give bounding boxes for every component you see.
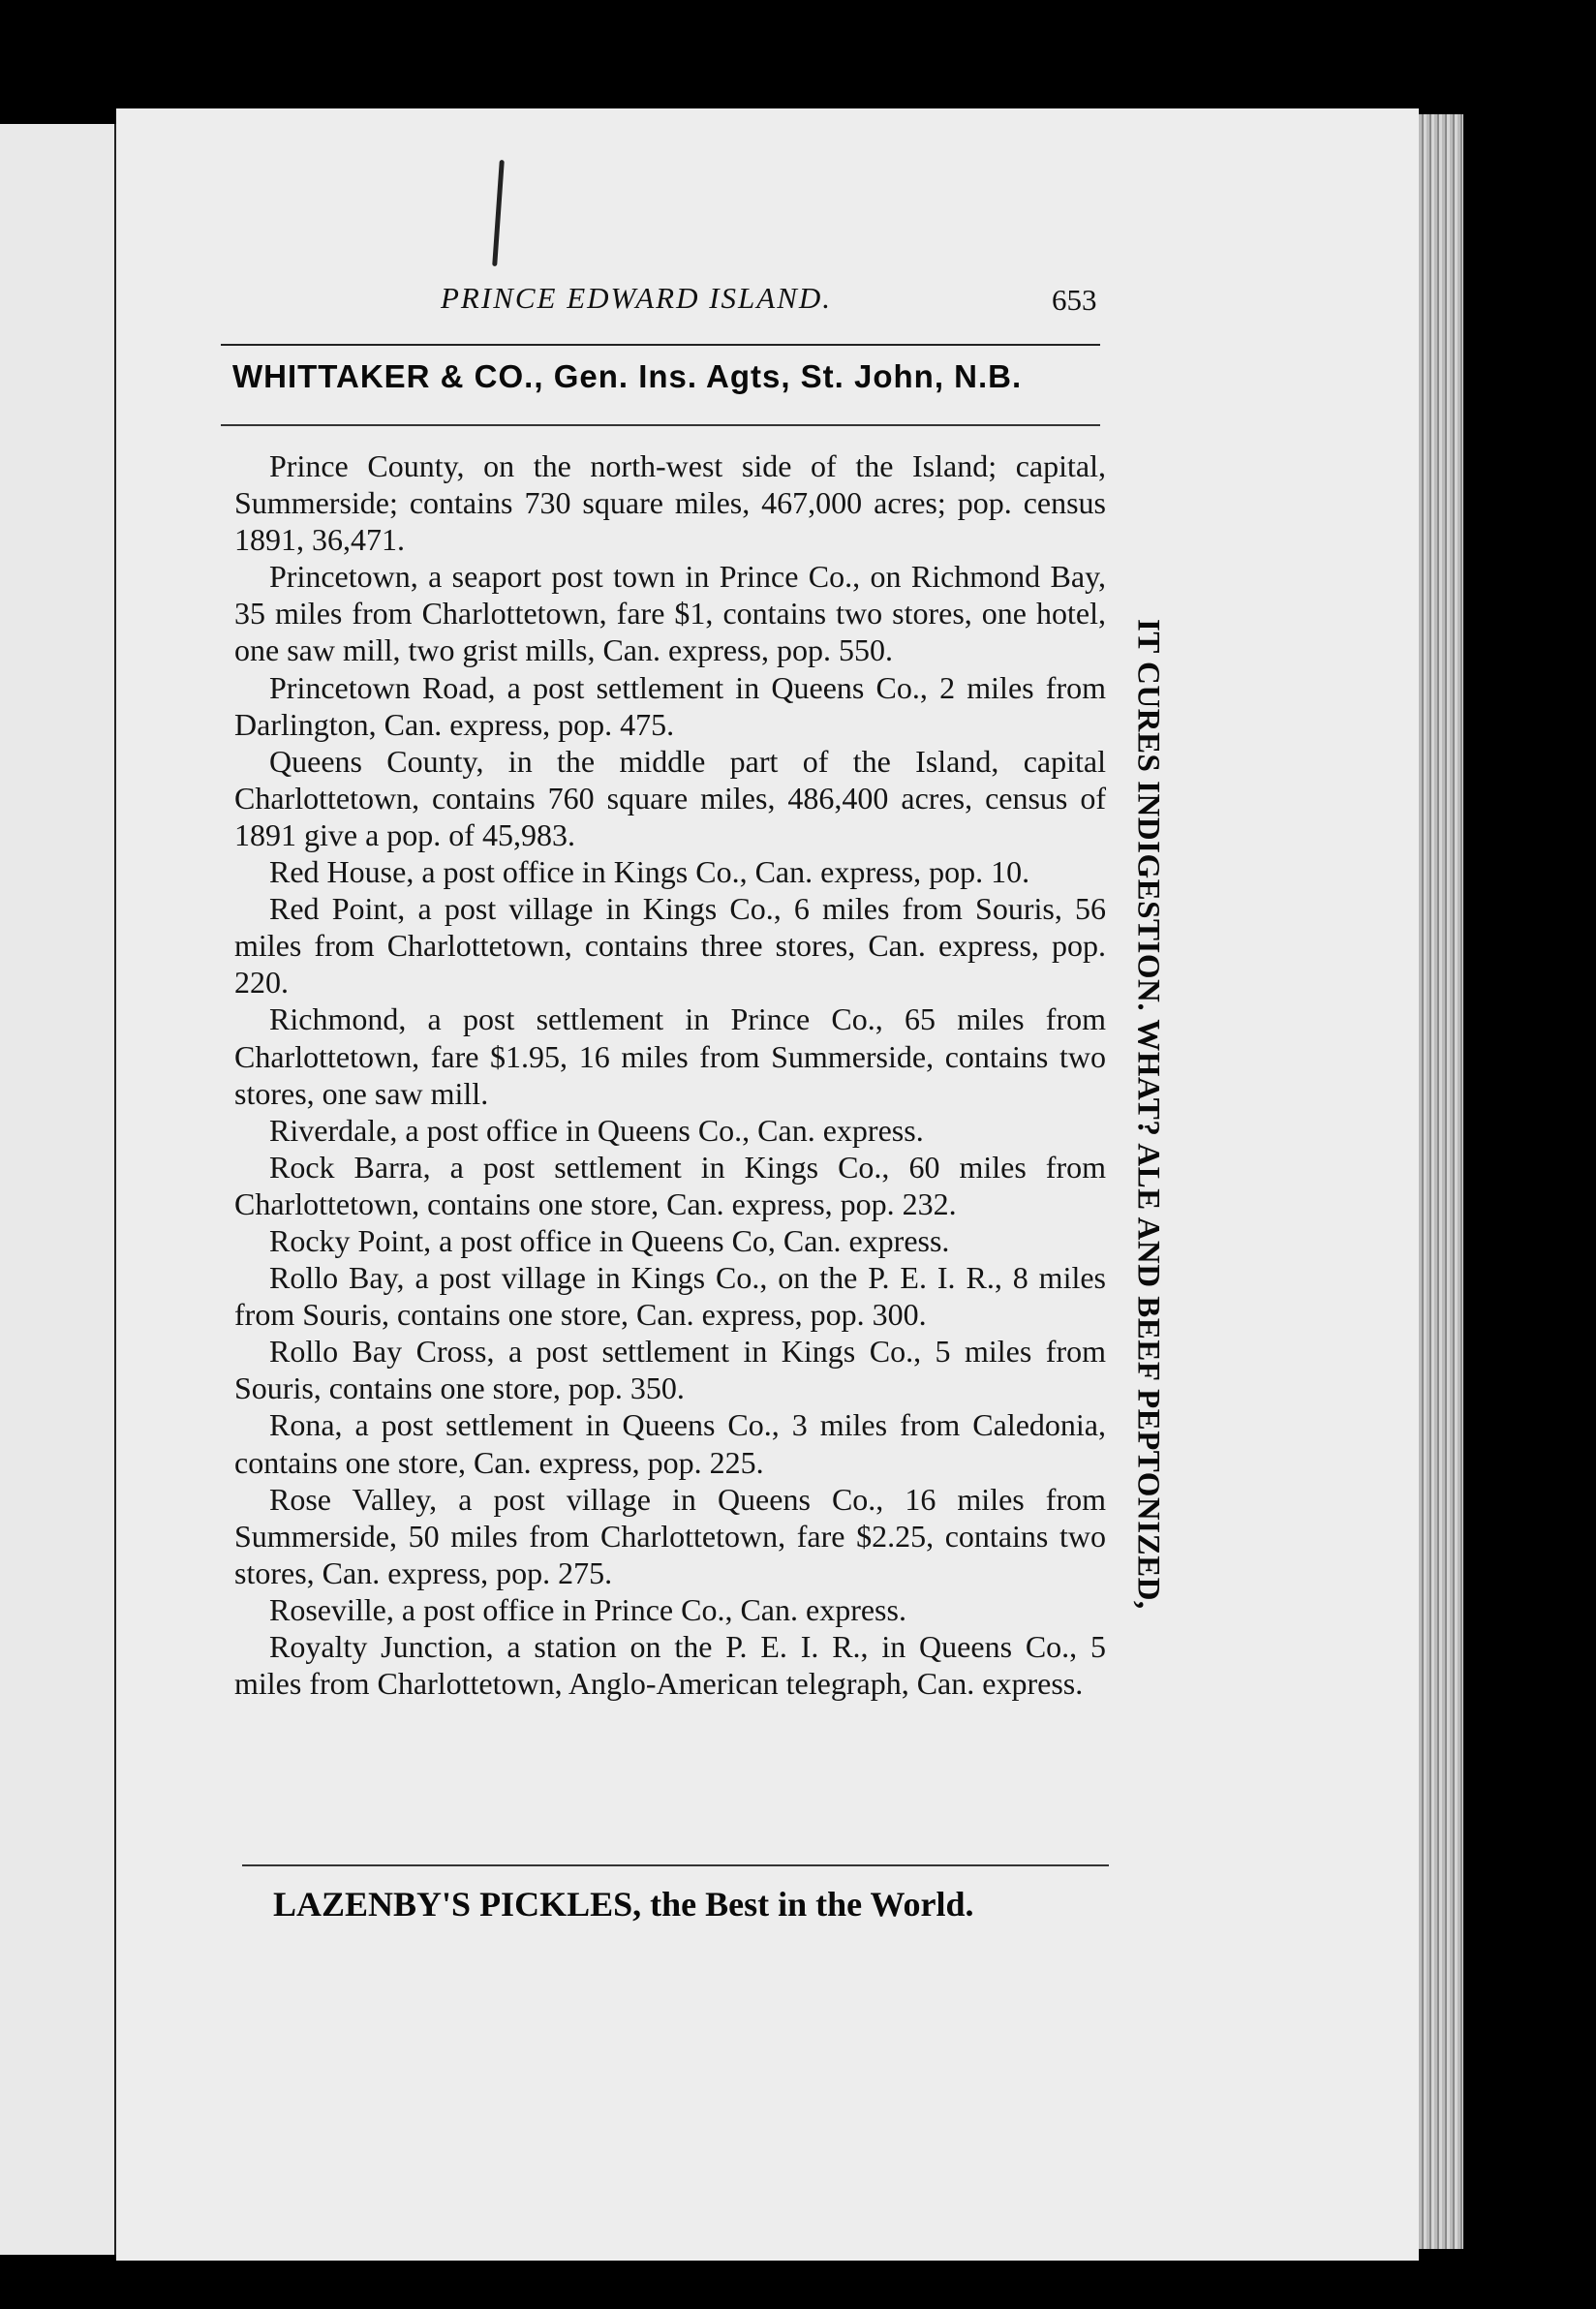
bottom-advertisement: LAZENBY'S PICKLES, the Best in the World. <box>273 1885 974 1924</box>
page-number: 653 <box>1052 283 1097 317</box>
entry-rock-barra: Rock Barra, a post settlement in Kings Co., 60 miles from Charlottetown, contains one store, Can. express, pop. 232. <box>234 1149 1106 1221</box>
footer-rule <box>242 1864 1109 1866</box>
entry-royalty-junction: Royalty Junction, a station on the P. E. I. R., in Queens Co., 5 miles from Charlottetown, Anglo-American telegraph, Can. express. <box>234 1629 1106 1702</box>
entry-roseville: Roseville, a post office in Prince Co., Can. express. <box>269 1591 906 1627</box>
entry-richmond: Richmond, a post settlement in Prince Co., 65 miles from Charlottetown, fare $1.95, 16 miles from Summerside, contains two stores, one saw mill. <box>234 1001 1106 1111</box>
entry-princetown-road: Princetown Road, a post settlement in Queens Co., 2 miles from Darlington, Can. express, pop. 475. <box>234 669 1106 742</box>
header-rule <box>221 344 1100 346</box>
gazetteer-entries <box>234 447 1106 1702</box>
entry-princetown: Princetown, a seaport post town in Prince Co., on Richmond Bay, 35 miles from Charlottetown, fare $1, contains two stores, one hotel, one saw mill, two grist mills, Can. express, pop. 550. <box>234 559 1106 668</box>
facing-page-edge <box>0 124 117 2255</box>
side-advertisement <box>1121 455 1174 1772</box>
entry-red-point: Red Point, a post village in Kings Co., 6 miles from Souris, 56 miles from Charlottetown, contains three stores, Can. express, pop. 220. <box>234 891 1106 1001</box>
entry-riverdale: Riverdale, a post office in Queens Co., Can. express. <box>269 1112 924 1148</box>
entry-rose-valley: Rose Valley, a post village in Queens Co., 16 miles from Summerside, 50 miles from Charlottetown, fare $2.25, contains two stores, Can. express, pop. 275. <box>234 1481 1106 1590</box>
page-stack-edge <box>1419 114 1463 2249</box>
entry-rollo-bay: Rollo Bay, a post village in Kings Co., on the P. E. I. R., 8 miles from Souris, contains one store, Can. express, pop. 300. <box>234 1260 1106 1333</box>
entry-queens-county: Queens County, in the middle part of the Island, capital Charlottetown, contains 760 square miles, 486,400 acres, census of 1891 give a pop. of 45,983. <box>234 743 1106 852</box>
ad-rule <box>221 424 1100 426</box>
side-advertisement-text: IT CURES INDIGESTION. WHAT? ALE AND BEEF PEPTONIZED, <box>1130 618 1166 1610</box>
entry-red-house: Red House, a post office in Kings Co., Can. express, pop. 10. <box>269 854 1030 890</box>
entry-rona: Rona, a post settlement in Queens Co., 3 miles from Caledonia, contains one store, Can. express, pop. 225. <box>234 1407 1106 1480</box>
entry-prince-county: Prince County, on the north-west side of the Island; capital, Summerside; contains 730 square miles, 467,000 acres; pop. census 1891, 36,471. <box>234 448 1106 558</box>
running-title: PRINCE EDWARD ISLAND. <box>441 281 833 315</box>
entry-rollo-bay-cross: Rollo Bay Cross, a post settlement in Kings Co., 5 miles from Souris, contains one store, pop. 350. <box>234 1334 1106 1406</box>
top-advertisement: WHITTAKER & CO., Gen. Ins. Agts, St. John, N.B. <box>232 358 1023 394</box>
entry-rocky-point: Rocky Point, a post office in Queens Co, Can. express. <box>269 1222 950 1258</box>
